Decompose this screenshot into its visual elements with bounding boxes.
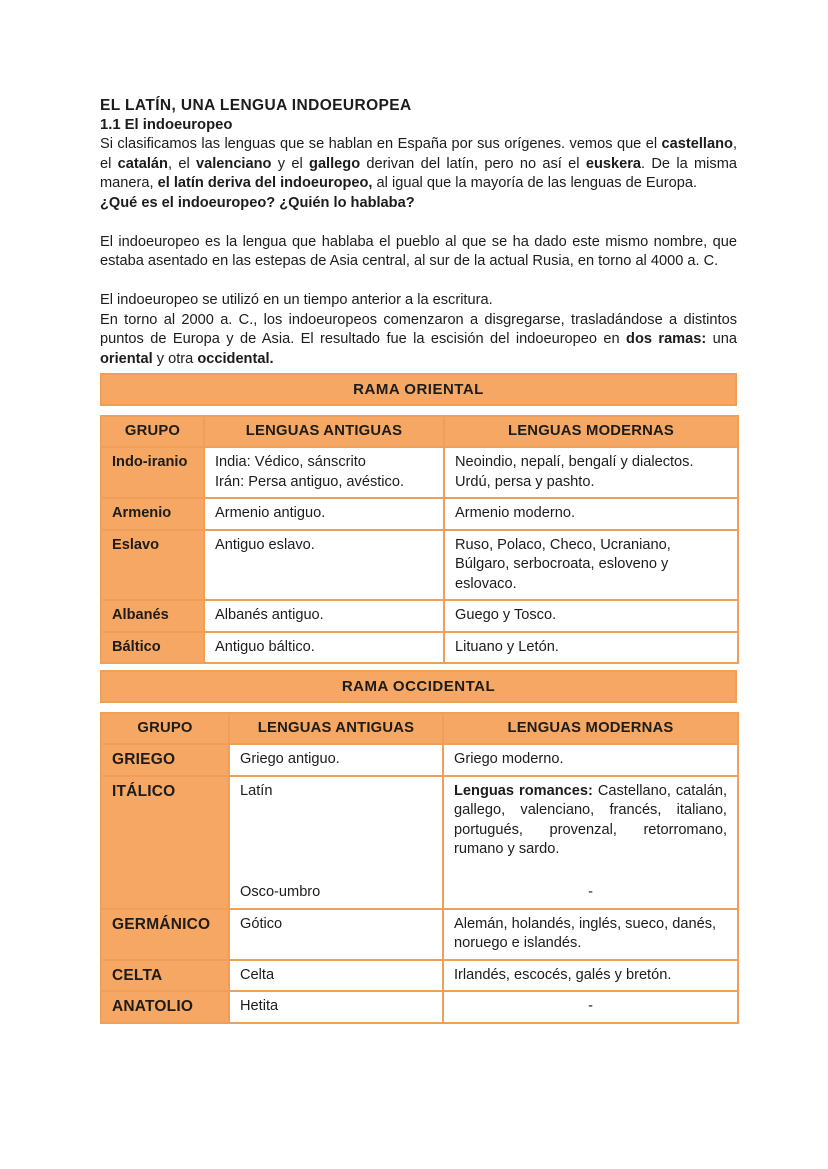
ancient-cell [229, 776, 443, 909]
ancient-cell: Armenio antiguo. [204, 498, 444, 530]
paragraph-origin-people: El indoeuropeo es la lengua que hablaba el pueblo al que se ha dado este mismo nombre, que estaba asentado en las estepas de Asia central, al sur de la actual Rusia, en torno al 4000 a. C. [100, 233, 737, 269]
doc-title: EL LATÍN, UNA LENGUA INDOEUROPEA [100, 97, 412, 114]
document-content [100, 96, 737, 1024]
modern-cell: Ruso, Polaco, Checo, Ucraniano, Búlgaro, serbocroata, esloveno y eslovaco. [444, 530, 738, 601]
text-run: y otra [152, 350, 198, 367]
table-row [101, 632, 738, 664]
dash-placeholder: - [588, 884, 593, 900]
modern-cell: Irlandés, escocés, galés y bretón. [443, 960, 738, 992]
text-run: una [706, 331, 738, 347]
cell-line: Irán: Persa antiguo, avéstico. [215, 473, 405, 490]
group-cell: Báltico [101, 632, 204, 664]
bold-term: oriental [100, 350, 153, 367]
table-title-oriental: RAMA ORIENTAL [100, 373, 737, 406]
group-cell: Indo-iranio [101, 447, 204, 498]
table-gap [100, 406, 737, 415]
blank-line [100, 213, 737, 233]
text-run: Castellano, catalán, gallego, valenciano, francés, italiano, portugués, provenzal, retorromano, rumano y sardo. [454, 782, 727, 857]
table-row [101, 909, 738, 960]
cell-split [454, 782, 727, 903]
question-heading: ¿Qué es el indoeuropeo? ¿Quién lo hablaba? [100, 194, 415, 211]
column-header-lenguas-antiguas: LENGUAS ANTIGUAS [229, 713, 443, 744]
cell-line: Latín [240, 782, 273, 799]
group-cell: GERMÁNICO [101, 909, 229, 960]
column-header-grupo: GRUPO [101, 416, 204, 447]
section-heading: 1.1 El indoeuropeo [100, 116, 233, 133]
column-header-lenguas-modernas: LENGUAS MODERNAS [443, 713, 738, 744]
table-row [101, 600, 738, 632]
bold-lead: Lenguas romances: [454, 782, 593, 799]
table-occidental [100, 712, 739, 1024]
table-row [101, 991, 738, 1023]
bold-term: valenciano [196, 155, 272, 172]
table-row [101, 776, 738, 909]
cell-line: Neoindio, nepalí, bengalí y dialectos. [455, 454, 694, 470]
group-cell: GRIEGO [101, 744, 229, 776]
column-header-lenguas-modernas: LENGUAS MODERNAS [444, 416, 738, 447]
table-row [101, 530, 738, 601]
modern-cell [444, 447, 738, 498]
bold-term: gallego [309, 155, 361, 172]
table-header-row [101, 416, 738, 447]
ancient-cell: Griego antiguo. [229, 744, 443, 776]
ancient-cell [204, 447, 444, 498]
text-run: derivan del latín, pero no así el [360, 155, 586, 172]
cell-split [240, 782, 432, 903]
text-run: al igual que la mayoría de las lenguas de Europa. [372, 175, 698, 191]
group-cell: ANATOLIO [101, 991, 229, 1023]
column-header-grupo: GRUPO [101, 713, 229, 744]
group-cell: Eslavo [101, 530, 204, 601]
bold-term: castellano [661, 136, 733, 152]
group-cell: Armenio [101, 498, 204, 530]
modern-cell: Lituano y Letón. [444, 632, 738, 664]
bold-phrase: el latín deriva del indoeuropeo, [157, 175, 373, 191]
modern-cell: - [443, 991, 738, 1023]
text-run: En torno al 2000 a. C., los indoeuropeos comenzaron a disgregarse, trasladándose a distintos puntos de Europa y de Asia. El resultado fue la escisión del indoeuropeo en [100, 311, 737, 347]
blank-line [100, 272, 737, 292]
ancient-cell: Antiguo eslavo. [204, 530, 444, 601]
ancient-cell: Albanés antiguo. [204, 600, 444, 632]
table-row [101, 744, 738, 776]
bold-term: dos ramas: [626, 331, 707, 347]
group-cell: ITÁLICO [101, 776, 229, 909]
paragraph-split [100, 311, 737, 370]
table-row [101, 960, 738, 992]
cell-line: Urdú, persa y pashto. [455, 473, 595, 490]
paragraph-pre-writing: El indoeuropeo se utilizó en un tiempo anterior a la escritura. [100, 292, 493, 308]
table-oriental [100, 415, 739, 664]
paragraph-intro [100, 135, 737, 194]
modern-cell: Alemán, holandés, inglés, sueco, danés, noruego e islandés. [443, 909, 738, 960]
table-gap [100, 703, 737, 712]
ancient-cell: Antiguo báltico. [204, 632, 444, 664]
text-run: , el [167, 155, 196, 172]
bold-term: occidental. [197, 350, 274, 367]
modern-cell: Guego y Tosco. [444, 600, 738, 632]
modern-cell: Armenio moderno. [444, 498, 738, 530]
column-header-lenguas-antiguas: LENGUAS ANTIGUAS [204, 416, 444, 447]
bold-term: euskera [585, 155, 642, 172]
cell-line: Osco-umbro [240, 884, 321, 900]
text-run: Si clasificamos las lenguas que se hablan en España por sus orígenes. vemos que el [100, 136, 662, 152]
text-run: . De la misma manera, [100, 155, 737, 191]
text-run: , el [100, 136, 737, 172]
table-header-row [101, 713, 738, 744]
table-row [101, 447, 738, 498]
cell-paragraph [454, 782, 727, 860]
bold-term: catalán [117, 155, 168, 172]
cell-line: India: Védico, sánscrito [215, 454, 366, 470]
ancient-cell: Gótico [229, 909, 443, 960]
modern-cell [443, 776, 738, 909]
table-row [101, 498, 738, 530]
modern-cell: Griego moderno. [443, 744, 738, 776]
group-cell: Albanés [101, 600, 204, 632]
ancient-cell: Hetita [229, 991, 443, 1023]
ancient-cell: Celta [229, 960, 443, 992]
text-run: y el [271, 155, 310, 172]
group-cell: CELTA [101, 960, 229, 992]
table-title-occidental: RAMA OCCIDENTAL [100, 670, 737, 703]
